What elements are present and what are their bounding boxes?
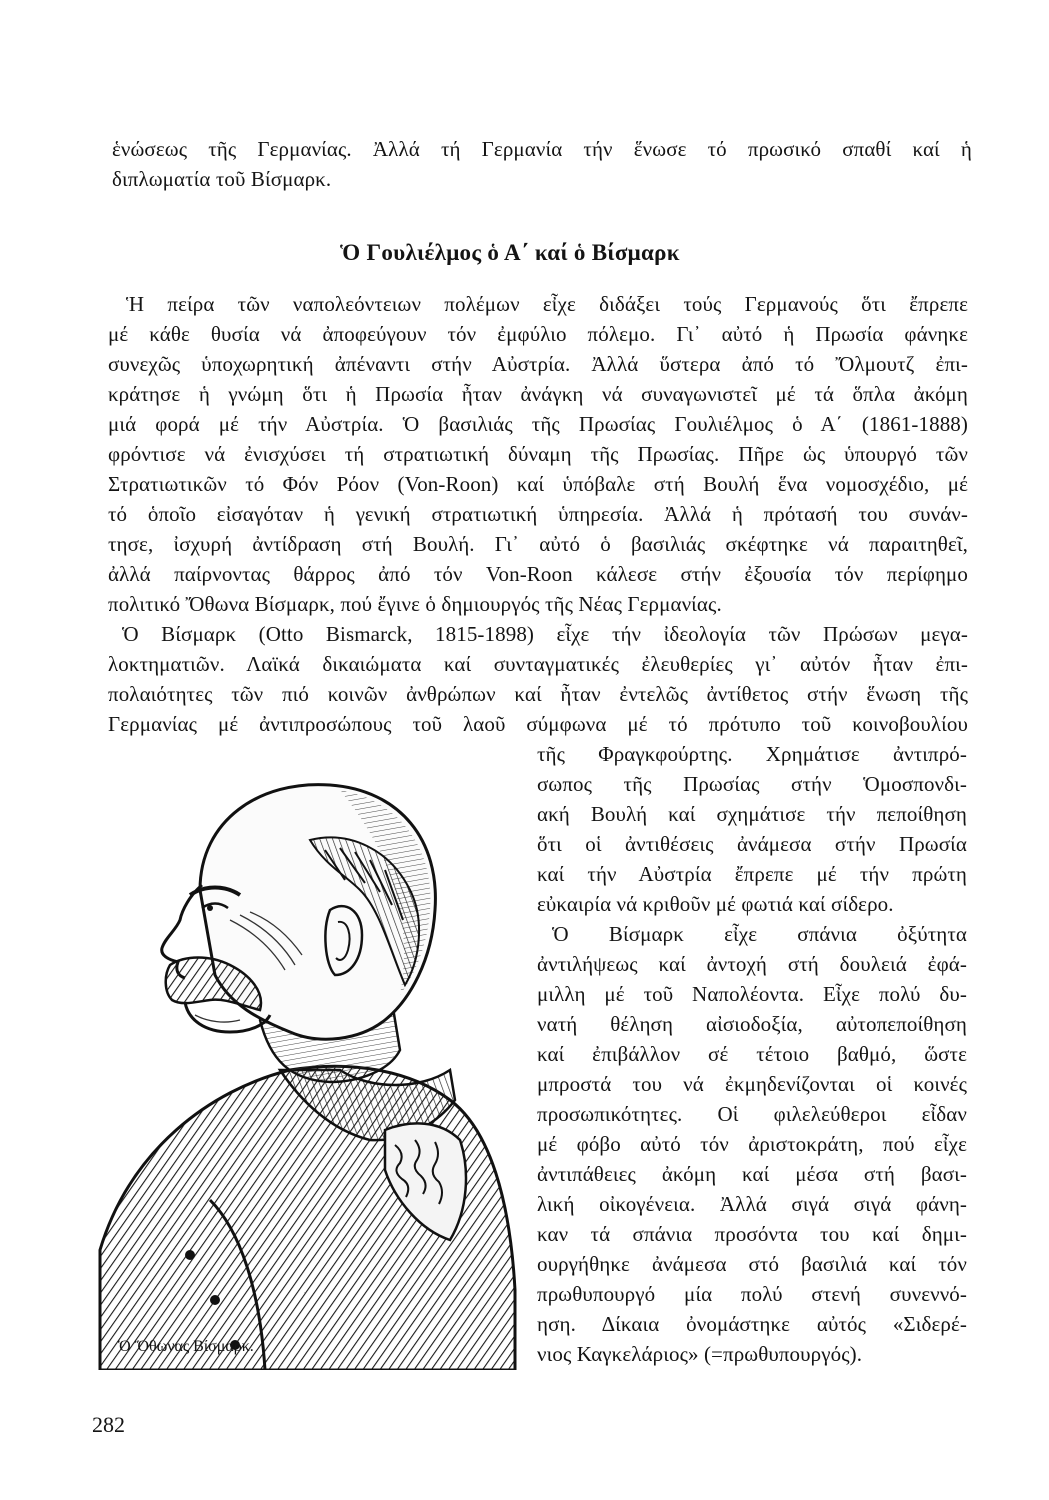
column-line: ὅτι οἱ ἀντιθέσεις ἀνάμεσα στήν Πρωσία [537, 832, 967, 856]
column-line: ουργήθηκε ἀνάμεσα στό βασιλιά καί τόν [537, 1252, 967, 1276]
column-line: ακή Βουλή καί σχημάτισε τήν πεποίθηση [537, 802, 967, 826]
section-heading: Ὁ Γουλιέλμος ὁ Α΄ καί ὁ Βίσμαρκ [340, 240, 680, 265]
page-number: 282 [92, 1412, 125, 1437]
column-line: νιος Καγκελάριος» (=πρωθυπουργός). [537, 1342, 863, 1366]
intro-line: διπλωματία τοῦ Βίσμαρκ. [112, 167, 332, 191]
column-line: ηση. Δίκαια ὀνομάστηκε αὐτός «Σιδερέ- [537, 1312, 967, 1336]
column-line: καί ἐπιβάλλον σέ τέτοιο βαθμό, ὥστε [537, 1042, 967, 1066]
intro-line: ἑνώσεως τῆς Γερμανίας. Ἀλλά τή Γερμανία τήν ἕνωσε τό πρωσικό σπαθί καί ἡ [112, 137, 972, 161]
column-line: μέ φόβο αὐτό τόν ἀριστοκράτη, πού εἶχε [537, 1132, 967, 1156]
column-line: καί τήν Αὐστρία ἔπρεπε μέ τήν πρώτη [537, 862, 967, 886]
column-line: εὐκαιρία νά κριθοῦν μέ φωτιά καί σίδερο. [537, 892, 894, 916]
paragraph-line: πολαιότητες τῶν πιό κοινῶν ἀνθρώπων καί ἦταν ἐντελῶς ἀντίθετος στήν ἕνωση τῆς [108, 682, 968, 706]
paragraph-line: τό ὁποῖο εἰσαγόταν ἡ γενική στρατιωτική ὑπηρεσία. Ἀλλά ἡ πρότασή του συνάν- [108, 502, 968, 526]
paragraph-line: Γερμανίας μέ ἀντιπροσώπους τοῦ λαοῦ σύμφωνα μέ τό πρότυπο τοῦ κοινοβουλίου [108, 712, 968, 736]
paragraph-line: συνεχῶς ὑποχωρητική ἀπέναντι στήν Αὐστρία. Ἀλλά ὕστερα ἀπό τό Ὄλμουτζ ἐπι- [108, 352, 968, 376]
paragraph-line: Στρατιωτικῶν τό Φόν Ρόον (Von-Roon) καί ὑπόβαλε στή Βουλή ἕνα νομοσχέδιο, μέ [108, 472, 968, 496]
column-line: μιλλη μέ τοῦ Ναπολέοντα. Εἶχε πολύ δυ- [537, 982, 967, 1006]
column-line: Ὁ Βίσμαρκ εἶχε σπάνια ὀξύτητα [552, 922, 967, 946]
paragraph-line: πολιτικό Ὄθωνα Βίσμαρκ, πού ἔγινε ὁ δημιουργός τῆς Νέας Γερμανίας. [108, 592, 722, 616]
column-line: ἀντιπάθειες ἀκόμη καί μέσα στή βασι- [537, 1162, 967, 1186]
column-line: πρωθυπουργό μία πολύ στενή συνεννό- [537, 1282, 967, 1306]
bismarck-portrait [90, 770, 520, 1370]
column-line: προσωπικότητες. Οἱ φιλελεύθεροι εἶδαν [537, 1102, 967, 1126]
paragraph-line: ἀλλά παίρνοντας θάρρος ἀπό τόν Von-Roon κάλεσε στήν ἐξουσία τόν περίφημο [108, 562, 968, 586]
column-line: καν τά σπάνια προσόντα του καί δημι- [537, 1222, 967, 1246]
paragraph-line: μέ κάθε θυσία νά ἀποφεύγουν τόν ἐμφύλιο πόλεμο. Γι᾽ αὐτό ἡ Πρωσία φάνηκε [108, 322, 968, 346]
column-line: ἀντιλήψεως καί ἀντοχή στή δουλειά ἐφά- [537, 952, 967, 976]
paragraph-line: κράτησε ἡ γνώμη ὅτι ἡ Πρωσία ἦταν ἀνάγκη νά συναγωνιστεῖ μέ τά ὅπλα ἀκόμη [108, 382, 968, 406]
paragraph-line: Ἡ πείρα τῶν ναπολεόντειων πολέμων εἶχε διδάξει τούς Γερμανούς ὅτι ἔπρεπε [126, 292, 968, 316]
column-line: νατή θέληση αἰσιοδοξία, αὐτοπεποίθηση [537, 1012, 967, 1036]
figure-caption: Ὁ Ὄθωνας Βίσμαρκ. [118, 1338, 254, 1355]
column-line: τῆς Φραγκφούρτης. Χρημάτισε ἀντιπρό- [537, 742, 967, 766]
paragraph-line: Ὁ Βίσμαρκ (Otto Bismarck, 1815-1898) εἶχε τήν ἰδεολογία τῶν Πρώσων μεγα- [122, 622, 968, 646]
column-line: σωπος τῆς Πρωσίας στήν Ὁμοσπονδι- [537, 772, 967, 796]
paragraph-line: τησε, ἰσχυρή ἀντίδραση στή Βουλή. Γι᾽ αὐτό ὁ βασιλιάς σκέφτηκε νά παραιτηθεῖ, [108, 532, 968, 556]
column-line: μπροστά του νά ἐκμηδενίζονται οἱ κοινές [537, 1072, 967, 1096]
paragraph-line: λοκτηματιῶν. Λαϊκά δικαιώματα καί συνταγματικές ἐλευθερίες γι᾽ αὐτόν ἦταν ἐπι- [108, 652, 968, 676]
paragraph-line: φρόντισε νά ἐνισχύσει τή στρατιωτική δύναμη τῆς Πρωσίας. Πῆρε ὡς ὑπουργό τῶν [108, 442, 968, 466]
paragraph-line: μιά φορά μέ τήν Αὐστρία. Ὁ βασιλιάς τῆς Πρωσίας Γουλιέλμος ὁ Α΄ (1861-1888) [108, 412, 968, 436]
column-line: λική οἰκογένεια. Ἀλλά σιγά σιγά φάνη- [537, 1192, 967, 1216]
